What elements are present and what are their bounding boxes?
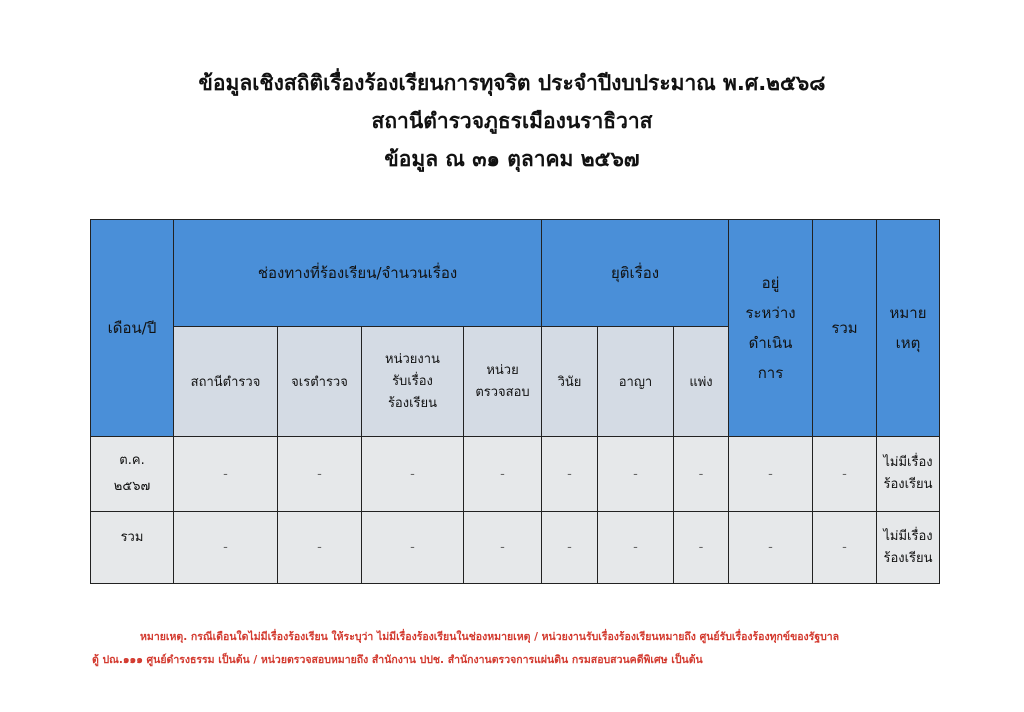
cell-remark: ไม่มีเรื่อง ร้องเรียน [877,437,940,512]
cell-complaint-unit: - [362,437,464,512]
table-row [91,437,940,512]
cell-audit-unit: - [464,437,542,512]
header-total: รวม [813,220,877,437]
header-channels: ช่องทางที่ร้องเรียน/จำนวนเรื่อง [174,220,542,327]
title-line-2: สถานีตำรวจภูธรเมืองนราธิวาส [371,109,653,133]
header-channel-audit-unit: หน่วย ตรวจสอบ [464,327,542,437]
cell-station: - [174,437,278,512]
cell-audit-unit: - [464,512,542,584]
row-month: ต.ค. ๒๕๖๗ [91,437,174,512]
cell-criminal: - [598,512,674,584]
table-row [91,512,940,584]
footnote-line-1: หมายเหตุ. กรณีเดือนใดไม่มีเรื่องร้องเรียน ให้ระบุว่า ไม่มีเรื่องร้องเรียนในช่องหมายเหตุ / หน่วยงานรับเรื่องร้องเรียนหมายถึง ศูนย์รับเรื่องร้องทุกข์ของรัฐบาล [140,631,840,643]
header-month: เดือน/ปี [91,220,174,437]
cell-patrol: - [278,512,362,584]
header-channel-station: สถานีตำรวจ [174,327,278,437]
header-in-progress: อยู่ ระหว่าง ดำเนิน การ [729,220,813,437]
cell-discipline: - [542,512,598,584]
cell-criminal: - [598,437,674,512]
cell-civil: - [674,512,729,584]
header-channel-patrol: จเรตำรวจ [278,327,362,437]
cell-total: - [813,437,877,512]
footnote-line-2: ตู้ ปณ.๑๑๑ ศูนย์ดำรงธรรม เป็นต้น / หน่วยตรวจสอบหมายถึง สำนักงาน ปปช. สำนักงานตรวจการแผ่นดิน กรมสอบสวนคดีพิเศษ เป็นต้น [92,654,703,666]
cell-patrol: - [278,437,362,512]
document-title-block [0,64,1024,178]
title-line-3: ข้อมูล ณ ๓๑ ตุลาคม ๒๕๖๗ [384,147,640,171]
header-channel-complaint-unit: หน่วยงาน รับเรื่อง ร้องเรียน [362,327,464,437]
complaint-statistics-table [90,219,940,584]
header-remark: หมาย เหตุ [877,220,940,437]
cell-remark: ไม่มีเรื่อง ร้องเรียน [877,512,940,584]
cell-total: - [813,512,877,584]
cell-station: - [174,512,278,584]
row-month: รวม [91,512,174,584]
header-resolved: ยุติเรื่อง [542,220,729,327]
cell-discipline: - [542,437,598,512]
cell-in-progress: - [729,437,813,512]
title-line-1: ข้อมูลเชิงสถิติเรื่องร้องเรียนการทุจริต ประจำปีงบประมาณ พ.ศ.๒๕๖๘ [198,71,826,95]
header-resolved-criminal: อาญา [598,327,674,437]
cell-complaint-unit: - [362,512,464,584]
cell-civil: - [674,437,729,512]
header-resolved-discipline: วินัย [542,327,598,437]
cell-in-progress: - [729,512,813,584]
header-resolved-civil: แพ่ง [674,327,729,437]
